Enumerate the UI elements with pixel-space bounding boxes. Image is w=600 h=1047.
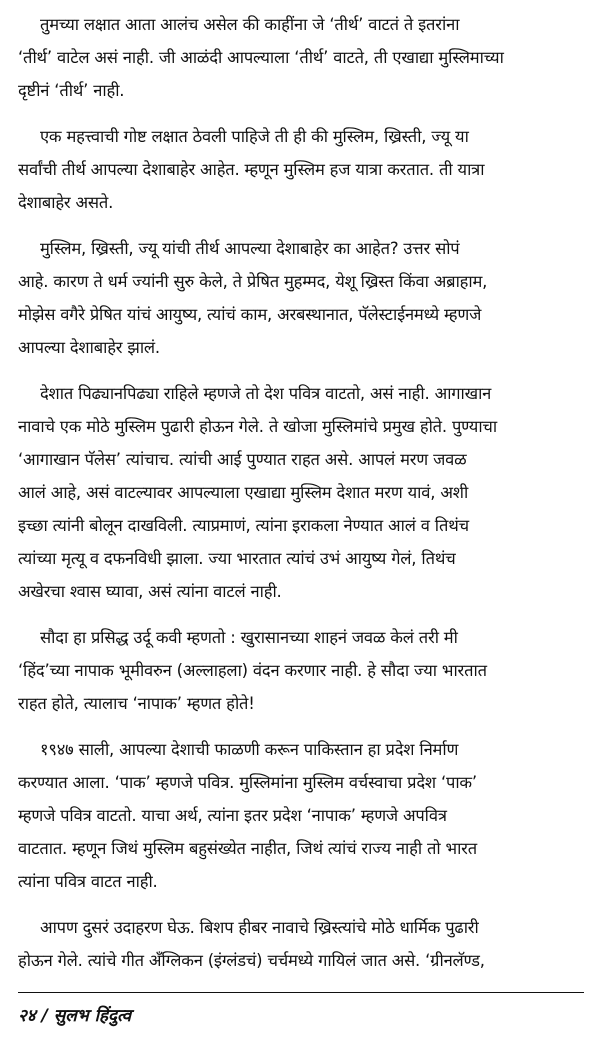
text-line: ‘आगाखान पॅलेस’ त्यांचाच. त्यांची आई पुण्यात राहत असे. आपलं मरण जवळ (18, 450, 467, 469)
text-line: इच्छा त्यांनी बोलून दाखविली. त्याप्रमाणं, त्यांना इराकला नेण्यात आलं व तिथंच (18, 516, 469, 535)
text-line: मुस्लिम, ख्रिस्ती, ज्यू यांची तीर्थ आपल्या देशाबाहेर का आहेत? उत्तर सोपं (40, 239, 460, 258)
text-line: राहत होते, त्यालाच ‘नापाक’ म्हणत होते! (18, 694, 255, 713)
paragraph-3 (18, 232, 584, 364)
text-line: अखेरचा श्‍वास घ्यावा, असं त्यांना वाटलं नाही. (18, 582, 282, 601)
text-line: एक महत्त्वाची गोष्ट लक्षात ठेवली पाहिजे ती ही की मुस्लिम, ख्रिस्ती, ज्यू या (40, 127, 469, 146)
text-line: त्यांच्या मृत्यू व दफनविधी झाला. ज्या भारतात त्यांचं उभं आयुष्य गेलं, तिथंच (18, 549, 456, 568)
text-line: करण्यात आला. ‘पाक’ म्हणजे पवित्र. मुस्लिमांना मुस्लिम वर्चस्वाचा प्रदेश ‘पाक’ (18, 773, 477, 792)
text-line: त्यांना पवित्र वाटत नाही. (18, 872, 158, 891)
text-line: आलं आहे, असं वाटल्यावर आपल्याला एखाद्या मुस्लिम देशात मरण यावं, अशी (18, 483, 469, 502)
text-line: ‘हिंद’च्या नापाक भूमीवरुन (अल्लाहला) वंदन करणार नाही. हे सौदा ज्या भारतात (18, 661, 487, 680)
text-line: देशाबाहेर असते. (18, 193, 114, 212)
text-line: दृष्टीनं ‘तीर्थ’ नाही. (18, 81, 125, 100)
paragraph-6 (18, 733, 584, 898)
text-line: आपण दुसरं उदाहरण घेऊ. बिशप हीबर नावाचे ख्रिस्त्यांचे मोठे धार्मिक पुढारी (40, 918, 479, 937)
text-line: होऊन गेले. त्यांचे गीत ॲंग्लिकन (इंग्लंडचं) चर्चमध्ये गायिलं जात असे. ‘ग्रीनलॅण्ड, (18, 951, 485, 970)
text-line: सौदा हा प्रसिद्ध उर्दू कवी म्हणतो : खुरासानच्या शाहनं जवळ केलं तरी मी (40, 628, 458, 647)
text-line: मोझेस वगैरे प्रेषित यांचं आयुष्य, त्यांचं काम, अरबस्थानात, पॅलेस्टाईनमध्ये म्हणजे (18, 305, 482, 324)
body-text (18, 8, 584, 990)
paragraph-7 (18, 911, 584, 977)
page-footer: २४ / सुलभ हिंदुत्व (18, 1006, 132, 1026)
text-line: ‘तीर्थ’ वाटेल असं नाही. जी आळंदी आपल्याला ‘तीर्थ’ वाटते, ती एखाद्या मुस्लिमाच्या (18, 48, 504, 67)
text-line: वाटतात. म्हणून जिथं मुस्लिम बहुसंख्येत नाहीत, जिथं त्यांचं राज्य नाही तो भारत (18, 839, 477, 858)
text-line: सर्वांची तीर्थ आपल्या देशाबाहेर आहेत. म्हणून मुस्लिम हज यात्रा करतात. ती यात्रा (18, 160, 485, 179)
text-line: नावाचे एक मोठे मुस्लिम पुढारी होऊन गेले. ते खोजा मुस्लिमांचे प्रमुख होते. पुण्याचा (18, 417, 497, 436)
paragraph-5 (18, 621, 584, 720)
text-line: म्हणजे पवित्र वाटतो. याचा अर्थ, त्यांना इतर प्रदेश ‘नापाक’ म्हणजे अपवित्र (18, 806, 447, 825)
text-line: १९४७ साली, आपल्या देशाची फाळणी करून पाकिस्तान हा प्रदेश निर्माण (40, 740, 459, 759)
text-line: देशात पिढ्यानपिढ्या राहिले म्हणजे तो देश पवित्र वाटतो, असं नाही. आगाखान (40, 384, 492, 403)
footer-divider (18, 992, 584, 993)
paragraph-2 (18, 120, 584, 219)
paragraph-4 (18, 377, 584, 608)
text-line: आहे. कारण ते धर्म ज्यांनी सुरु केले, ते प्रेषित मुहम्मद, येशू ख्रिस्त किंवा अब्राहाम, (18, 272, 488, 291)
text-line: आपल्या देशाबाहेर झालं. (18, 338, 160, 357)
text-line: तुमच्या लक्षात आता आलंच असेल की काहींना जे ‘तीर्थ’ वाटतं ते इतरांना (40, 15, 460, 34)
paragraph-1 (18, 8, 584, 107)
